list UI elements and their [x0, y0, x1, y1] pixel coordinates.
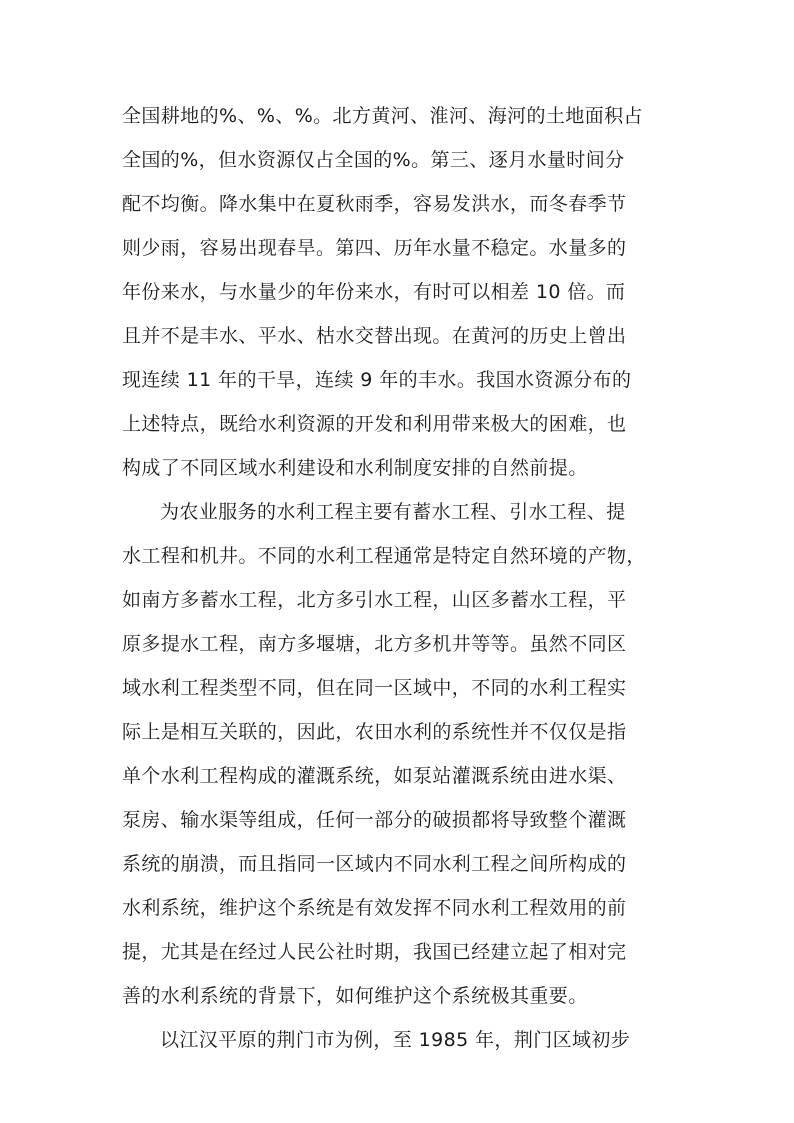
text-line-7: 现连续 11 年的干旱，连续 9 年的丰水。我国水资源分布的	[122, 369, 632, 391]
text-line-17: 泵房、输水渠等组成，任何一部分的破损都将导致整个灌溉	[122, 809, 627, 831]
text-line-2: 全国的%，但水资源仅占全国的%。第三、逐月水量时间分	[122, 149, 625, 171]
text-line-20: 提，尤其是在经过人民公社时期，我国已经建立起了相对完	[122, 941, 627, 963]
paragraph-2-first-line: 为农业服务的水利工程主要有蓄水工程、引水工程、提	[160, 501, 626, 523]
text-line-21: 善的水利系统的背景下，如何维护这个系统极其重要。	[122, 985, 588, 1007]
text-line-8: 上述特点，既给水利资源的开发和利用带来极大的困难，也	[122, 413, 627, 435]
text-line-15: 际上是相互关联的，因此，农田水利的系统性并不仅仅是指	[122, 721, 627, 743]
text-line-3: 配不均衡。降水集中在夏秋雨季，容易发洪水，而冬春季节	[122, 193, 627, 215]
text-line-19: 水利系统，维护这个系统是有效发挥不同水利工程效用的前	[122, 897, 627, 919]
text-line-5: 年份来水，与水量少的年份来水，有时可以相差 10 倍。而	[122, 281, 626, 303]
text-line-9: 构成了不同区域水利建设和水利制度安排的自然前提。	[122, 457, 588, 479]
text-line-4: 则少雨，容易出现春旱。第四、历年水量不稳定。水量多的	[122, 237, 627, 259]
text-line-14: 域水利工程类型不同，但在同一区域中，不同的水利工程实	[122, 677, 627, 699]
text-line-16: 单个水利工程构成的灌溉系统，如泵站灌溉系统由进水渠、	[122, 765, 627, 787]
text-line-12: 如南方多蓄水工程，北方多引水工程，山区多蓄水工程，平	[122, 589, 627, 611]
text-line-13: 原多提水工程，南方多堰塘，北方多机井等等。虽然不同区	[122, 633, 627, 655]
paragraph-3-first-line: 以江汉平原的荆门市为例，至 1985 年，荆门区域初步	[160, 1029, 631, 1051]
text-line-11: 水工程和机井。不同的水利工程通常是特定自然环境的产物，	[122, 545, 646, 567]
text-line-1: 全国耕地的%、%、%。北方黄河、淮河、海河的土地面积占	[122, 105, 643, 127]
text-line-6: 且并不是丰水、平水、枯水交替出现。在黄河的历史上曾出	[122, 325, 627, 347]
text-line-18: 系统的崩溃，而且指同一区域内不同水利工程之间所构成的	[122, 853, 627, 875]
